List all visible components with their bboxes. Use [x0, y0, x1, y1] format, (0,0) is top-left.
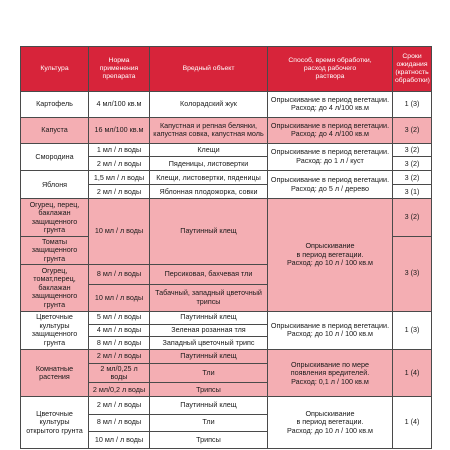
culture-cell: Картофель — [21, 92, 89, 118]
norm-cell: 2 мл / л воды — [89, 185, 150, 199]
terms-cell: 3 (2) — [393, 171, 432, 185]
norm-cell: 4 мл/100 кв.м — [89, 92, 150, 118]
norm-cell: 8 мл / л воды — [89, 265, 150, 285]
norm-cell: 8 мл / л воды — [89, 414, 150, 431]
culture-cell: Комнатные растения — [21, 350, 89, 397]
method-cell: Опрыскивание в период вегетации. Расход: до 5 л / дерево — [268, 171, 393, 199]
pest-cell: Табачный, западный цветочный трипсы — [150, 285, 268, 312]
terms-cell: 3 (2) — [393, 157, 432, 171]
terms-cell: 3 (1) — [393, 185, 432, 199]
terms-cell: 1 (3) — [393, 92, 432, 118]
pest-cell: Клещи, листовертки, пяденицы — [150, 171, 268, 185]
pesticide-table-sheet — [20, 46, 431, 449]
norm-cell: 8 мл / л воды — [89, 337, 150, 350]
terms-cell: 1 (4) — [393, 397, 432, 449]
pest-cell: Зеленая розанная тля — [150, 324, 268, 337]
norm-cell: 2 мл / л воды — [89, 350, 150, 364]
method-cell: Опрыскивание в период вегетации. Расход: до 10 л / 100 кв.м — [268, 199, 393, 311]
pest-cell: Трипсы — [150, 383, 268, 397]
header-terms: Сроки ожидания (кратность обработки) — [393, 47, 432, 92]
norm-cell: 10 мл / л воды — [89, 431, 150, 448]
pest-cell: Тли — [150, 414, 268, 431]
terms-cell: 1 (3) — [393, 311, 432, 350]
norm-cell: 2 мл/0,25 л воды — [89, 364, 150, 383]
table-row — [21, 143, 432, 157]
table-row — [21, 92, 432, 118]
table-row — [21, 350, 432, 364]
terms-cell: 3 (2) — [393, 143, 432, 157]
method-cell: Опрыскивание в период вегетации. Расход: до 10 л / 100 кв.м — [268, 397, 393, 449]
method-cell: Опрыскивание в период вегетации. Расход: до 10 л / 100 кв.м — [268, 311, 393, 350]
culture-cell: Томаты защищенного грунта — [21, 236, 89, 264]
culture-cell: Капуста — [21, 117, 89, 143]
pest-cell: Капустная и репная белянки, капустная совка, капустная моль — [150, 117, 268, 143]
header-norm: Норма применения препарата — [89, 47, 150, 92]
pest-cell: Яблонная плодожорка, совки — [150, 185, 268, 199]
culture-cell: Яблоня — [21, 171, 89, 199]
culture-cell: Огурец, томат,перец, баклажан защищенного грунта — [21, 265, 89, 312]
pesticide-table — [20, 46, 432, 449]
norm-cell: 2 мл/0,2 л воды — [89, 383, 150, 397]
pest-cell: Западный цветочный трипс — [150, 337, 268, 350]
norm-cell: 1,5 мл / л воды — [89, 171, 150, 185]
terms-cell: 1 (4) — [393, 350, 432, 397]
pest-cell: Тли — [150, 364, 268, 383]
norm-cell: 4 мл / л воды — [89, 324, 150, 337]
header-method: Способ, время обработки, расход рабочего раствора — [268, 47, 393, 92]
norm-cell: 16 мл/100 кв.м — [89, 117, 150, 143]
table-row — [21, 199, 432, 236]
pest-cell: Колорадский жук — [150, 92, 268, 118]
pest-cell: Персиковая, бахчевая тли — [150, 265, 268, 285]
culture-cell: Смородина — [21, 143, 89, 171]
table-row — [21, 117, 432, 143]
table-row — [21, 171, 432, 185]
norm-cell: 2 мл / л воды — [89, 157, 150, 171]
method-cell: Опрыскивание в период вегетации. Расход: до 4 л/100 кв.м — [268, 117, 393, 143]
table-row — [21, 397, 432, 414]
terms-cell: 3 (3) — [393, 236, 432, 311]
table-row — [21, 311, 432, 324]
terms-cell: 3 (2) — [393, 199, 432, 236]
culture-cell: Цветочные культуры защищенного грунта — [21, 311, 89, 350]
norm-cell: 10 мл / л воды — [89, 199, 150, 265]
norm-cell: 5 мл / л воды — [89, 311, 150, 324]
norm-cell: 10 мл / л воды — [89, 285, 150, 312]
pest-cell: Паутинный клещ — [150, 350, 268, 364]
pest-cell: Трипсы — [150, 431, 268, 448]
pest-cell: Паутинный клещ — [150, 311, 268, 324]
method-cell: Опрыскивание в период вегетации. Расход: до 1 л / куст — [268, 143, 393, 171]
terms-cell: 3 (2) — [393, 117, 432, 143]
method-cell: Опрыскивание по мере появления вредителей. Расход: 0,1 л / 100 кв.м — [268, 350, 393, 397]
table-header-row — [21, 47, 432, 92]
method-cell: Опрыскивание в период вегетации. Расход: до 4 л/100 кв.м — [268, 92, 393, 118]
pest-cell: Паутинный клещ — [150, 199, 268, 265]
norm-cell: 2 мл / л воды — [89, 397, 150, 414]
pest-cell: Клещи — [150, 143, 268, 157]
culture-cell: Цветочные культуры открытого грунта — [21, 397, 89, 449]
header-culture: Культура — [21, 47, 89, 92]
culture-cell: Огурец, перец, баклажан защищенного грунта — [21, 199, 89, 236]
pest-cell: Паутинный клещ — [150, 397, 268, 414]
header-pest: Вредный объект — [150, 47, 268, 92]
norm-cell: 1 мл / л воды — [89, 143, 150, 157]
pest-cell: Пяденицы, листовертки — [150, 157, 268, 171]
